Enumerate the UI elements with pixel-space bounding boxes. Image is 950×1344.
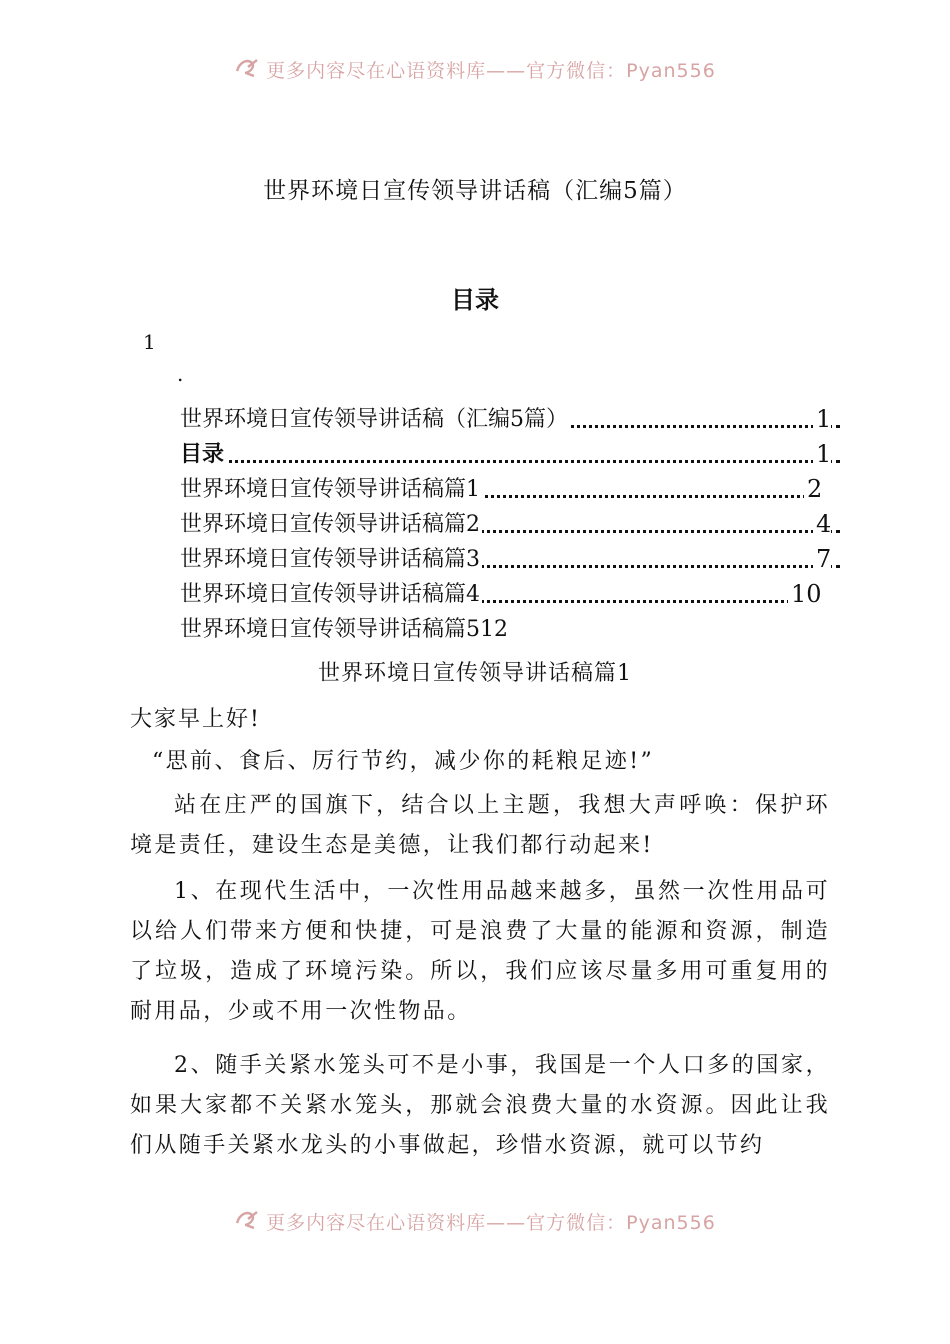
toc-entry-label: 世界环境日宣传领导讲话稿篇4 [180, 582, 480, 607]
body-paragraph [130, 872, 830, 1032]
paragraph-text: 站在庄严的国旗下，结合以上主题，我想大声呼唤：保护环境是责任，建设生态是美德，让我们都行动起来! [130, 793, 830, 858]
document-title: 世界环境日宣传领导讲话稿（汇编5篇） [263, 178, 687, 204]
toc-entry[interactable] [180, 577, 840, 612]
toc-entry[interactable] [180, 612, 840, 647]
section-title: 世界环境日宣传领导讲话稿篇1 [318, 661, 632, 686]
toc-entry-page: 10 [788, 577, 822, 612]
watermark-logo-icon [234, 1209, 260, 1234]
toc-entry[interactable] [180, 437, 840, 472]
toc-entry-label: 世界环境日宣传领导讲话稿篇512 [180, 617, 508, 642]
header-watermark [0, 56, 950, 86]
toc-entry-label: 世界环境日宣传领导讲话稿篇1 [180, 477, 480, 502]
toc-leader-dots [180, 460, 840, 463]
watermark-text: 更多内容尽在心语资料库——官方微信：Pyan556 [266, 60, 716, 82]
toc-entry-label: 目录 [180, 442, 225, 467]
paragraph-text: 2、随手关紧水笼头可不是小事，我国是一个人口多的国家，如果大家都不关紧水笼头，那就会浪费大量的水资源。因此让我们从随手关紧水龙头的小事做起，珍惜水资源，就可以节约 [130, 1053, 830, 1158]
body-paragraph [130, 742, 830, 782]
table-of-contents [180, 402, 840, 647]
toc-number-marker: 1 [143, 330, 156, 354]
body-paragraph [130, 786, 830, 866]
toc-entry-page: 7 [813, 542, 831, 577]
watermark-text: 更多内容尽在心语资料库——官方微信：Pyan556 [266, 1212, 716, 1234]
paragraph-text: “思前、食后、厉行节约，减少你的耗粮足迹!” [152, 749, 655, 774]
toc-heading: 目录 [451, 286, 499, 314]
toc-entry[interactable] [180, 507, 840, 542]
toc-entry-label: 世界环境日宣传领导讲话稿篇2 [180, 512, 480, 537]
toc-entry-page: 1 [813, 402, 831, 437]
footer-watermark [0, 1208, 950, 1238]
toc-entry[interactable] [180, 542, 840, 577]
toc-dot-marker: . [177, 362, 184, 386]
toc-entry-page: 4 [813, 507, 831, 542]
toc-entry-label: 世界环境日宣传领导讲话稿篇3 [180, 547, 480, 572]
body-paragraph [130, 1046, 830, 1166]
toc-entry[interactable] [180, 472, 823, 507]
watermark-logo-icon [234, 57, 260, 82]
toc-entry-label: 世界环境日宣传领导讲话稿（汇编5篇） [180, 407, 568, 432]
toc-entry-page: 2 [804, 472, 822, 507]
toc-entry[interactable] [180, 402, 840, 437]
toc-entry-page: 1 [813, 437, 831, 472]
greeting-line: 大家早上好! [130, 707, 261, 732]
paragraph-text: 1、在现代生活中，一次性用品越来越多，虽然一次性用品可以给人们带来方便和快捷，可是浪费了大量的能源和资源，制造了垃圾，造成了环境污染。所以，我们应该尽量多用可重复用的耐用品，少或不用一次性物品。 [130, 879, 830, 1024]
